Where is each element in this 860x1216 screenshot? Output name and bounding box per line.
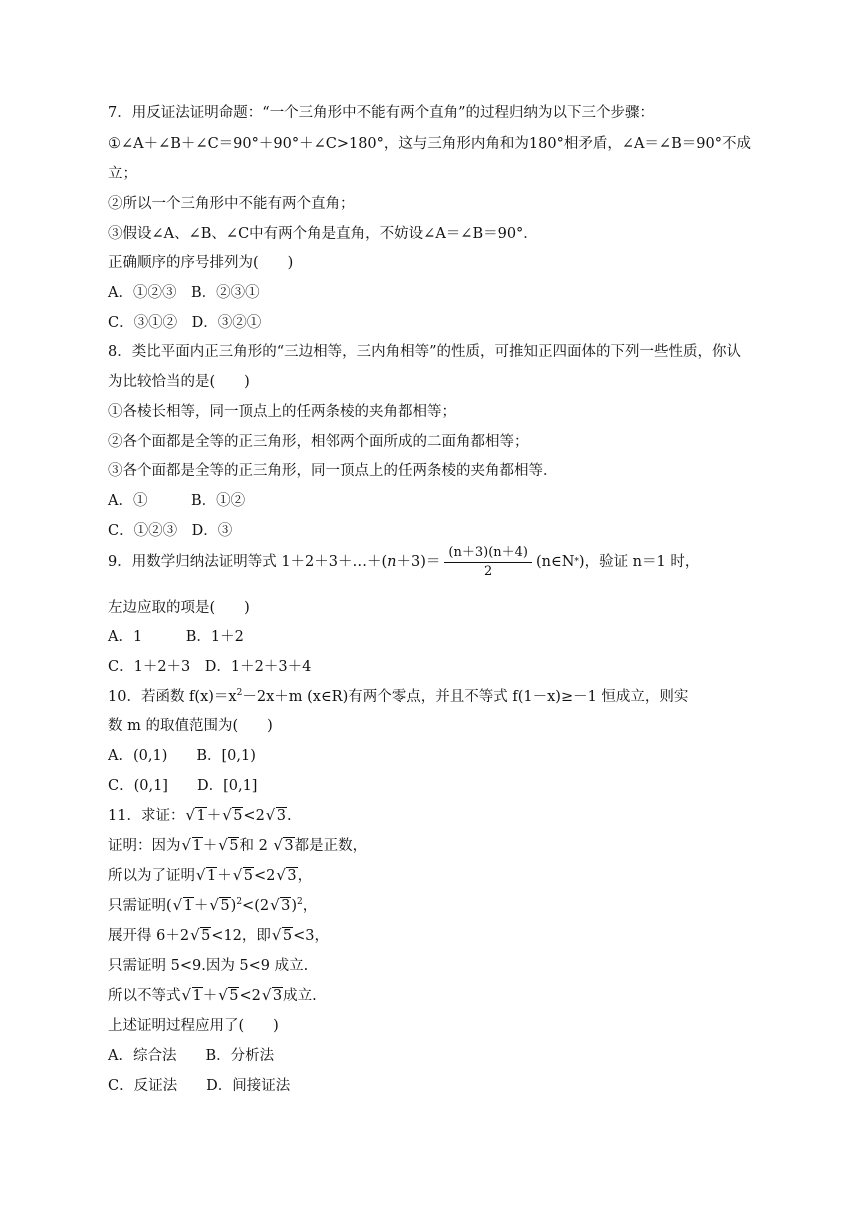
sqrt-3 (270, 896, 291, 916)
q9-post-b: )，验证 n＝1 时， (578, 554, 700, 570)
q11-need-mid: ) (230, 898, 237, 914)
sqrt-5-radicand: 5 (282, 928, 293, 944)
q10-line2: 数 m 的取值范围为( ) (108, 718, 273, 734)
q10-line1-b: －2x＋m (x∈R)有两个零点，并且不等式 f(1－x)≥－1 恒成立，则实 (242, 689, 689, 705)
q11-plus: ＋ (193, 898, 209, 914)
q9-stem: 9．用数学归纳法证明等式 1＋2＋3＋…＋( n ＋3)＝ $\frac{(n+3)(n+4)}{2}$ (n∈N * )，验证 n＝1 时， (108, 544, 700, 579)
sqrt-5 (190, 926, 211, 946)
q8-options-cd: C．①②③ D．③ (108, 523, 233, 539)
q11-plus: ＋ (206, 808, 222, 824)
sqrt-5 (233, 866, 254, 886)
q11-stem-pre: 11．求证： (108, 808, 185, 824)
q10-options-ab: A．(0,1) B．[0,1) (108, 748, 256, 764)
q11-positive: 都是正数， (294, 838, 368, 854)
q11-stem (108, 806, 292, 826)
q7-step2: ②所以一个三角形中不能有两个直角； (108, 196, 355, 212)
sqrt-1-radicand: 1 (183, 898, 193, 914)
q7-step1-line2: 立； (108, 166, 137, 182)
q8-item2: ②各个面都是全等的正三角形，相邻两个面所成的二面角都相等； (108, 434, 529, 450)
sqrt-1 (182, 836, 203, 856)
q8-stem-line2: 为比较恰当的是( ) (108, 374, 250, 390)
sqrt-5-radicand: 5 (233, 808, 243, 824)
q11-lt2: <2 (243, 808, 265, 824)
q11-and2: 和 2 (239, 838, 273, 854)
sqrt-3 (266, 806, 287, 826)
q9-fraction (444, 544, 532, 581)
q10-line1-sup: 2 (236, 688, 243, 698)
sqrt-1 (185, 806, 206, 826)
sqrt-1-radicand: 1 (207, 868, 217, 884)
sqrt-5 (209, 896, 230, 916)
q9-fraction-numerator: (n＋3)(n＋4) (444, 544, 532, 563)
q11-conclude-pre: 所以不等式 (108, 988, 181, 1004)
sqrt-1 (182, 986, 203, 1006)
q11-comma: ， (302, 898, 318, 914)
q11-dot: . (287, 808, 292, 824)
sqrt-5 (218, 986, 239, 1006)
q10-line1-a: 10．若函数 f(x)＝x (108, 689, 237, 705)
q9-line2: 左边应取的项是( ) (108, 600, 250, 616)
q11-need-lt: <(2 (242, 898, 270, 914)
sqrt-5-radicand: 5 (229, 988, 239, 1004)
q11-need-close: ) (291, 898, 297, 914)
q7-ask: 正确顺序的序号排列为( ) (108, 255, 294, 271)
q11-comma: ， (297, 868, 313, 884)
sqrt-3-radicand: 3 (272, 988, 283, 1004)
q11-conclude-post: 成立. (283, 988, 317, 1004)
q9-options-ab: A．1 B．1＋2 (108, 629, 244, 645)
q9-n: n (387, 554, 397, 570)
q11-ask: 上述证明过程应用了( ) (108, 1018, 279, 1034)
sqrt-5 (218, 836, 239, 856)
q8-item1: ①各棱长相等，同一顶点上的任两条棱的夹角都相等； (108, 404, 456, 420)
sqrt-1-radicand: 1 (196, 808, 206, 824)
q11-options-ab: A．综合法 B．分析法 (108, 1048, 275, 1064)
sqrt-5 (272, 926, 293, 946)
sqrt-1-radicand: 1 (192, 838, 202, 854)
q7-step3: ③假设∠A、∠B、∠C中有两个角是直角，不妨设∠A＝∠B＝90°． (108, 226, 538, 242)
q11-expand-c: <3， (293, 928, 330, 944)
q9-post-a: (n∈N (535, 554, 575, 570)
q7-stem: 7．用反证法证明命题：“一个三角形中不能有两个直角”的过程归纳为以下三个步骤： (108, 105, 655, 121)
q10-line1 (108, 687, 688, 707)
q8-stem-line1: 8．类比平面内正三角形的“三边相等，三内角相等”的性质，可推知正四面体的下列一些性质，你认 (108, 344, 742, 360)
sqrt-1 (173, 896, 194, 916)
sqrt-1 (196, 866, 217, 886)
q9-fraction-denominator: 2 (484, 563, 493, 579)
sqrt-5-radicand: 5 (220, 898, 230, 914)
q11-proof-line2 (108, 866, 312, 886)
q11-plus: ＋ (217, 868, 232, 884)
q11-lt2: <2 (239, 988, 261, 1004)
q11-proof-line4 (108, 926, 329, 946)
q11-need-pre: 只需证明( (108, 898, 172, 914)
sqrt-3-radicand: 3 (276, 808, 287, 824)
sqrt-3 (273, 836, 294, 856)
sqrt-3 (262, 986, 283, 1006)
q11-lt2: <2 (253, 868, 276, 884)
q10-options-cd: C．(0,1] D．[0,1] (108, 778, 258, 794)
sqrt-5-radicand: 5 (243, 868, 253, 884)
q8-item3: ③各个面都是全等的正三角形，同一顶点上的任两条棱的夹角都相等． (108, 463, 558, 479)
q11-need-sup: 2 (236, 897, 243, 907)
sqrt-5-radicand: 5 (201, 928, 211, 944)
q11-plus: ＋ (202, 838, 218, 854)
q11-plus: ＋ (202, 988, 218, 1004)
q9-options-cd: C．1＋2＋3 D．1＋2＋3＋4 (108, 659, 312, 675)
q11-need-sup: 2 (297, 897, 303, 907)
sqrt-3-radicand: 3 (284, 838, 294, 854)
sqrt-3-radicand: 3 (281, 898, 291, 914)
q11-options-cd: C．反证法 D．间接证法 (108, 1078, 291, 1094)
q11-proof-line5: 只需证明 5<9.因为 5<9 成立. (108, 958, 309, 974)
q11-proof-line1 (108, 836, 367, 856)
sqrt-1-radicand: 1 (192, 988, 202, 1004)
q11-expand-b: <12，即 (211, 928, 271, 944)
sqrt-5-radicand: 5 (229, 838, 239, 854)
q7-step1-line1: ①∠A＋∠B＋∠C＝90°＋90°＋∠C>180°，这与三角形内角和为180°相矛盾，∠A＝∠B＝90°不成 (108, 136, 751, 152)
q11-proof-line6 (108, 986, 317, 1006)
sqrt-3-radicand: 3 (287, 868, 297, 884)
q11-expand-a: 展开得 6＋2 (108, 928, 190, 944)
q11-proof-pre: 证明：因为 (108, 838, 181, 854)
q11-proof-line3 (108, 896, 317, 916)
q9-pre: 9．用数学归纳法证明等式 1＋2＋3＋…＋( (108, 554, 388, 570)
q11-so-prove: 所以为了证明 (108, 868, 195, 884)
sqrt-3 (276, 866, 297, 886)
q8-options-ab: A．① B．①② (108, 493, 246, 509)
sqrt-5 (222, 806, 243, 826)
q7-options-cd: C．③①② D．③②① (108, 315, 262, 331)
q9-mid: ＋3)＝ (396, 554, 441, 570)
q7-options-ab: A．①②③ B．②③① (108, 285, 260, 301)
